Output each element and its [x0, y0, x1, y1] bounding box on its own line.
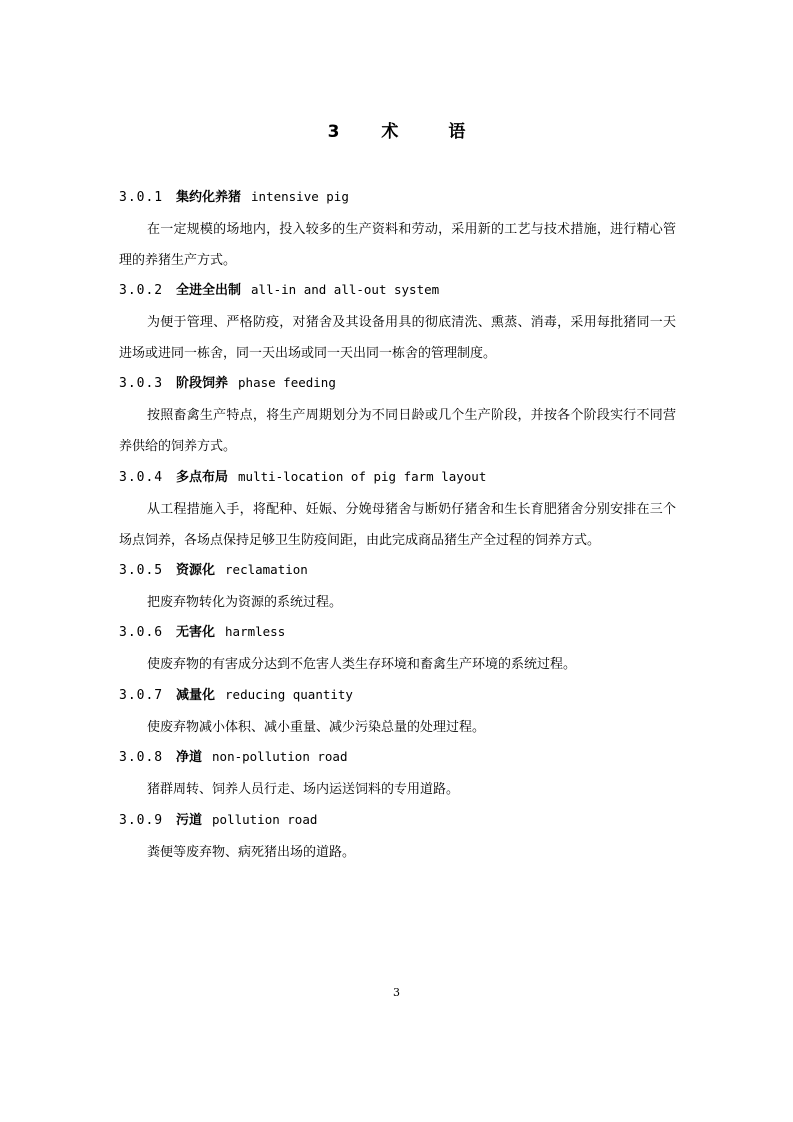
section-title-char-2: 语 [448, 122, 466, 142]
term-entry [119, 280, 679, 369]
term-heading [119, 560, 679, 580]
term-english: harmless [225, 624, 286, 639]
term-heading [119, 810, 679, 830]
term-definition: 把废弃物转化为资源的系统过程。 [147, 595, 343, 610]
term-chinese: 减量化 [176, 688, 216, 703]
term-entry [119, 685, 679, 743]
term-definition: 猪群周转、饲养人员行走、场内运送饲料的专用道路。 [147, 782, 460, 797]
term-code: 3.0.8 [119, 750, 164, 765]
section-title-char-1: 术 [381, 122, 399, 142]
term-heading [119, 187, 679, 207]
term-chinese: 无害化 [176, 625, 216, 640]
term-entry [119, 747, 679, 805]
term-heading [119, 467, 679, 487]
term-entry [119, 187, 679, 276]
term-chinese: 资源化 [176, 563, 216, 578]
term-chinese: 阶段饲养 [176, 376, 229, 391]
term-entry [119, 622, 679, 680]
term-definition: 粪便等废弃物、病死猪出场的道路。 [147, 845, 356, 860]
term-english: reducing quantity [225, 687, 353, 702]
term-chinese: 集约化养猪 [176, 190, 242, 205]
term-code: 3.0.7 [119, 688, 164, 703]
term-english: pollution road [212, 812, 318, 827]
section-number: 3 [327, 122, 340, 142]
page-number: 3 [393, 986, 400, 999]
term-heading [119, 373, 679, 393]
term-entry [119, 467, 679, 556]
term-english: multi-location of pig farm layout [238, 469, 487, 484]
term-heading [119, 685, 679, 705]
term-definition: 按照畜禽生产特点，将生产周期划分为不同日龄或几个生产阶段，并按各个阶段实行不同营养供给的饲养方式。 [119, 408, 676, 454]
term-definition: 为便于管理、严格防疫，对猪舍及其设备用具的彻底清洗、熏蒸、消毒，采用每批猪同一天进场或进同一栋舍，同一天出场或同一天出同一栋舍的管理制度。 [119, 315, 676, 361]
term-english: all-in and all-out system [251, 282, 440, 297]
term-code: 3.0.6 [119, 625, 164, 640]
term-english: phase feeding [238, 375, 336, 390]
term-chinese: 全进全出制 [176, 283, 242, 298]
term-heading [119, 747, 679, 767]
term-heading [119, 622, 679, 642]
term-entry [119, 560, 679, 618]
term-chinese: 净道 [176, 750, 203, 765]
term-definition: 在一定规模的场地内，投入较多的生产资料和劳动，采用新的工艺与技术措施，进行精心管理的养猪生产方式。 [119, 222, 676, 268]
term-code: 3.0.3 [119, 376, 164, 391]
term-code: 3.0.2 [119, 283, 164, 298]
term-definition: 使废弃物的有害成分达到不危害人类生存环境和畜禽生产环境的系统过程。 [147, 657, 577, 672]
term-english: non-pollution road [212, 749, 348, 764]
term-entry [119, 373, 679, 462]
term-code: 3.0.1 [119, 190, 164, 205]
section-title [0, 117, 793, 142]
term-code: 3.0.9 [119, 813, 164, 828]
term-heading [119, 280, 679, 300]
term-entry [119, 810, 679, 868]
term-english: intensive pig [251, 189, 349, 204]
term-code: 3.0.5 [119, 563, 164, 578]
term-definition: 从工程措施入手，将配种、妊娠、分娩母猪舍与断奶仔猪舍和生长育肥猪舍分别安排在三个场点饲养，各场点保持足够卫生防疫间距，由此完成商品猪生产全过程的饲养方式。 [119, 502, 676, 548]
term-code: 3.0.4 [119, 470, 164, 485]
term-english: reclamation [225, 562, 308, 577]
term-chinese: 多点布局 [176, 470, 229, 485]
term-definition: 使废弃物减小体积、减小重量、减少污染总量的处理过程。 [147, 720, 486, 735]
term-chinese: 污道 [176, 813, 203, 828]
